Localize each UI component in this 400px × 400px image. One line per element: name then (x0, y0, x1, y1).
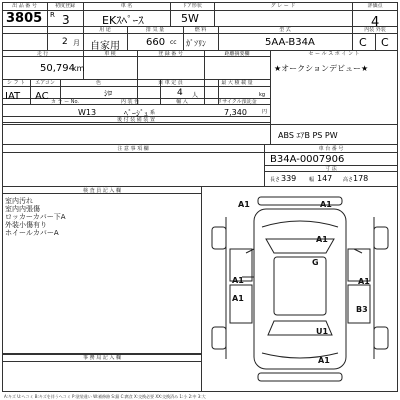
load-unit: kg (259, 92, 266, 98)
notes-header: 注 意 事 項 欄 (117, 146, 149, 152)
model-year-header: 初度登録 (54, 3, 75, 9)
capacity-value: 4 (177, 88, 183, 98)
right-rear-door (348, 285, 370, 323)
exterior-grade: C (381, 36, 389, 49)
height-value: 178 (353, 174, 369, 183)
left-rear-door (230, 285, 252, 323)
inspection-header: 車 検 (104, 51, 116, 57)
capacity-unit: 人 (192, 92, 199, 99)
displacement-unit: cc (170, 39, 177, 46)
office-notes-header: 事 務 局 記 入 欄 (83, 355, 121, 361)
month-unit: 月 (73, 39, 80, 47)
registration-header: 登 録 番 号 (158, 51, 183, 57)
interior-suffix: 系 (150, 110, 156, 116)
equipment-value: ABS ｴｱB PS PW (278, 131, 338, 140)
inspector-note-5: ホイールカバーA (5, 229, 59, 237)
equipment-section (2, 125, 398, 145)
damage-mark-right-side: A1 (358, 277, 370, 286)
displacement-header: 排 気 量 (145, 27, 165, 33)
damage-mark-rear: U1 (316, 327, 329, 336)
damage-mark-rear-right: B3 (356, 305, 368, 314)
load-header: 最 大 積 載 量 (221, 80, 253, 86)
displacement-value: 660 (146, 37, 166, 48)
color-number: W13 (78, 108, 97, 117)
inspector-notes-header: 検 査 員 記 入 欄 (83, 188, 121, 194)
fuel-header: 燃 料 (194, 27, 207, 33)
score-header: 評価点 (367, 3, 383, 9)
model-year: 3 (62, 13, 70, 27)
width-label: 幅 (309, 177, 315, 183)
import-header: 輸 入 (176, 99, 188, 105)
damage-legend: A:キズ U:ヘコミ B:キズを伴うヘコミ P:塗装違い W:補修跡 S:錆 C:腐食 X:交換必要 XX:交換済み 1:小 2:中 3:大 (4, 394, 206, 399)
car-name: EKｽﾍﾟｰｽ (102, 14, 144, 27)
damage-mark-roof: G (312, 258, 319, 267)
inspector-note-2: 室内内張傷 (5, 205, 40, 213)
damage-mark-left-door: A1 (232, 294, 244, 303)
fuel-value: ｶﾞｿﾘﾝ (186, 39, 206, 48)
wheel-front-left (212, 227, 226, 249)
sales-point-text: ★オークションデビュー★ (274, 64, 369, 73)
size-header: 寸 法 (325, 166, 337, 172)
rear-bumper (258, 373, 342, 381)
capacity-header: 乗 車 定 員 (158, 80, 183, 86)
shift-header: シ フ ト (6, 80, 26, 86)
color-no-header: カ ラ ー No. (50, 99, 80, 105)
mileage-unit: km (72, 64, 85, 73)
lot-no-header: 出 品 番 号 (12, 3, 37, 9)
ac-header: エアコン (35, 80, 55, 86)
inspector-note-1: 室内汚れ (5, 197, 33, 205)
grade-header: グ レ ー ド (270, 3, 296, 9)
damage-mark-hood: A1 (316, 235, 328, 244)
recycle-header: リサイクル預託金 (217, 99, 257, 105)
color-value: ｼﾛ (104, 89, 112, 98)
mileage-notes-header: 距離摘要欄 (224, 51, 250, 57)
lot-number: 3805 (6, 11, 43, 26)
month: 2 (62, 37, 68, 47)
car-name-header: 車 名 (120, 3, 133, 9)
damage-mark-front-left: A1 (238, 200, 250, 209)
width-value: 147 (317, 174, 333, 183)
mileage-header: 走 行 (36, 51, 49, 57)
after-market-header: 後 付 装 備 装 置 (117, 117, 155, 123)
model-type-value: 5AA-B34A (265, 37, 315, 48)
wheel-front-right (374, 227, 388, 249)
damage-mark-rear-left: A1 (318, 356, 330, 365)
inspector-note-4: 外装小傷有り (5, 221, 47, 229)
recycle-value: 7,340 (224, 108, 247, 117)
model-type-header: 型 式 (279, 27, 291, 33)
wheel-rear-right (374, 327, 388, 349)
shift-value: IAT (5, 91, 21, 102)
mileage-value: 50,794 (40, 63, 75, 74)
damage-mark-left-side: A1 (232, 276, 244, 285)
damage-mark-front-right: A1 (320, 200, 332, 209)
usage-header: 用 途 (99, 27, 111, 33)
int-ext-header: 内装 外装 (364, 27, 386, 33)
interior-color-header: 内 装 色 (120, 99, 140, 105)
frame-number: B34A-0007906 (270, 154, 345, 165)
ac-value: AC (35, 91, 49, 102)
wheel-rear-left (212, 327, 226, 349)
height-label: 高さ (343, 177, 354, 183)
frame-header: 車 台 番 号 (318, 146, 344, 152)
car-diagram (202, 187, 398, 392)
doors-header: ドア形状 (182, 3, 202, 9)
interior-color: ﾍﾞｰｼﾞｭ (124, 109, 148, 118)
recycle-unit: 円 (262, 109, 268, 115)
sales-point-header: セ ー ル ス ポ イ ン ト (308, 51, 360, 57)
score-value: 4 (371, 15, 380, 30)
length-value: 339 (281, 174, 297, 183)
door-type: 5W (181, 12, 199, 25)
length-label: 長さ (270, 177, 281, 183)
era: R (50, 11, 55, 19)
interior-grade: C (359, 36, 367, 49)
usage-value: 自家用 (90, 41, 120, 52)
inspector-note-3: ロッカーカバー下A (5, 213, 66, 221)
car-body-outline (254, 209, 346, 369)
color-header: 色 (95, 80, 101, 86)
